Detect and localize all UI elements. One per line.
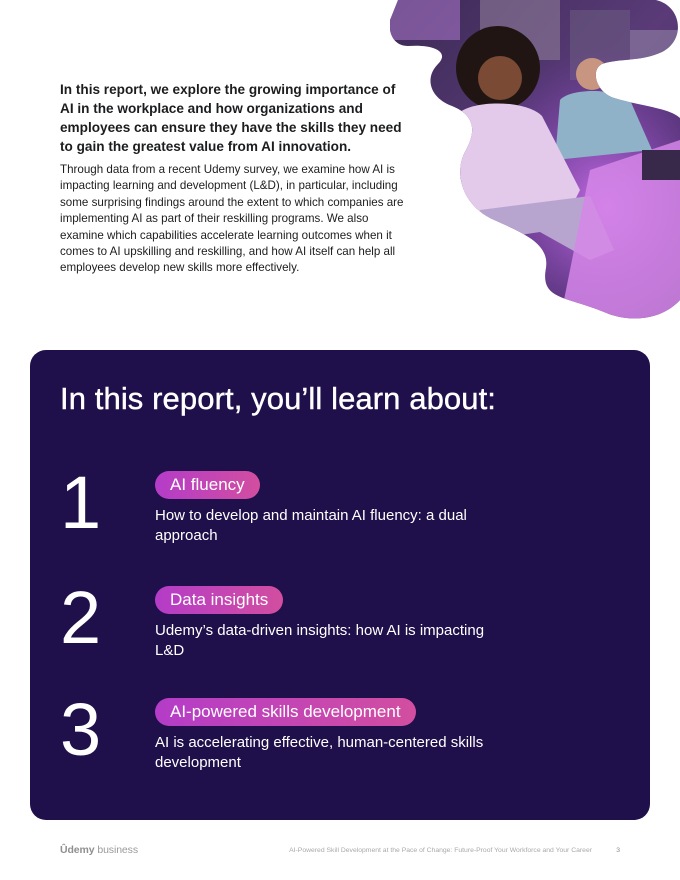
- intro-body: Through data from a recent Udemy survey, we examine how AI is impacting learning and development (L&D), in particular, including some surprising findings around the extent to which companies are implementing AI as part of their reskilling programs. We also examine which capabilities accelerate learning outcomes when it comes to AI upskilling and reskilling, and how AI itself can help all employees develop new skills more effectively.: [60, 163, 404, 275]
- hero-photo: [390, 0, 680, 320]
- footer-document-title: AI-Powered Skill Development at the Pace of Change: Future-Proof Your Workforce and Your Career: [289, 847, 592, 854]
- logo-suffix: business: [94, 844, 138, 856]
- learn-panel: [30, 350, 650, 820]
- item-description: AI is accelerating effective, human-centered skills development: [155, 734, 484, 771]
- logo-brand: Ûdemy: [60, 844, 95, 856]
- item-number: 3: [60, 688, 102, 771]
- learn-item: [60, 576, 600, 676]
- item-tag: AI-powered skills development: [155, 698, 416, 726]
- intro-heading: In this report, we explore the growing importance of AI in the workplace and how organizations and employees can ensure they have the skills they need to gain the greatest value from AI innovation.: [60, 82, 402, 154]
- item-tag: Data insights: [155, 586, 283, 614]
- learn-item: [60, 461, 600, 561]
- item-description: How to develop and maintain AI fluency: a dual approach: [155, 507, 467, 544]
- item-description: Udemy’s data-driven insights: how AI is impacting L&D: [155, 622, 485, 659]
- page-footer: [0, 840, 680, 864]
- udemy-business-logo: [60, 844, 138, 856]
- item-tag: AI fluency: [155, 471, 260, 499]
- item-number: 2: [60, 576, 102, 659]
- panel-title: In this report, you’ll learn about:: [60, 381, 497, 416]
- page-number: 3: [616, 847, 620, 854]
- item-number: 1: [60, 461, 102, 544]
- learn-item: [60, 688, 600, 788]
- intro-section: [60, 80, 410, 277]
